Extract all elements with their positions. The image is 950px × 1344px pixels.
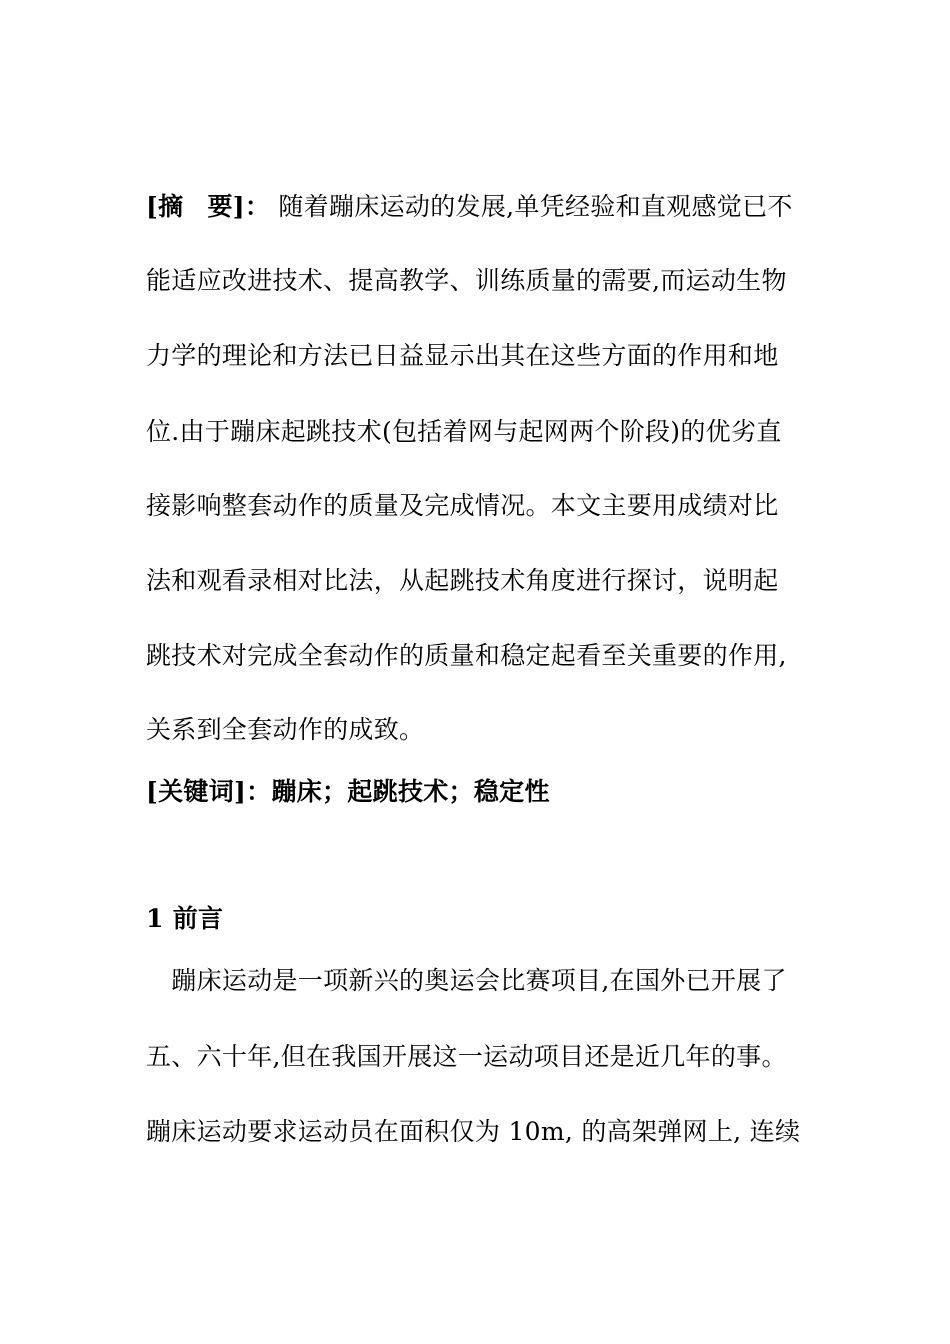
abstract-text-line: 随着蹦床运动的发展,单凭经验和直观感觉已不	[278, 192, 793, 221]
abstract-label-open: [摘	[146, 192, 184, 221]
abstract-line-6: 法和观看录相对比法，从起跳技术角度进行探讨，说明起	[146, 566, 779, 595]
abstract-line-2: 能适应改进技术、提高教学、训练质量的需要,而运动生物	[146, 266, 787, 295]
section-heading: 1 前言	[146, 904, 224, 933]
keywords-line: [关键词]：蹦床；起跳技术；稳定性	[146, 777, 550, 806]
body-line-3: 蹦床运动要求运动员在面积仅为 10m, 的高架弹网上, 连续	[146, 1117, 801, 1146]
body-line-2: 五、六十年,但在我国开展这一运动项目还是近几年的事。	[146, 1042, 787, 1071]
abstract-line-5: 接影响整套动作的质量及完成情况。本文主要用成绩对比	[146, 491, 779, 520]
abstract-line-3: 力学的理论和方法已日益显示出其在这些方面的作用和地	[146, 341, 779, 370]
abstract-line-4: 位.由于蹦床起跳技术(包括着网与起网两个阶段)的优劣直	[146, 417, 782, 446]
abstract-line-8: 关系到全套动作的成致。	[146, 715, 425, 744]
abstract-label-close: 要]：	[207, 192, 271, 221]
abstract-line-1	[146, 190, 810, 224]
abstract-line-7: 跳技术对完成全套动作的质量和稳定起看至关重要的作用,	[146, 641, 787, 670]
body-line-1: 蹦床运动是一项新兴的奥运会比赛项目,在国外已开展了	[146, 966, 787, 995]
